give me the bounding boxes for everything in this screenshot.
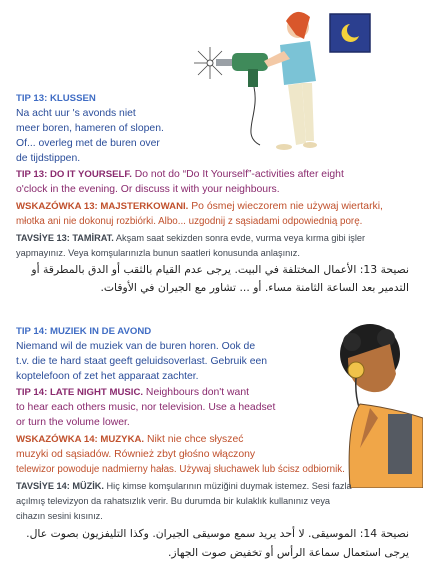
tip14-polish-text: Nikt nie chce słyszeć xyxy=(144,434,244,445)
tip14-polish-line-2: muzyki od sąsiadów. Również zbyt głośno włączony xyxy=(16,449,256,460)
tip13-dutch-line-1: Na acht uur 's avonds niet xyxy=(16,108,136,119)
tip13-english-text: Do not do “Do It Yourself”-activities after eight xyxy=(131,169,344,180)
tip14-english-line-1 xyxy=(16,385,249,400)
tip14-dutch-title: TIP 14: MUZIEK IN DE AVOND xyxy=(16,326,152,337)
tip14-polish-line-3: telewizor powoduje nadmierny hałas. Używaj słuchawek lub ścisz odbiornik. xyxy=(16,464,345,475)
tip13-turkish-line-1 xyxy=(16,231,365,246)
tip14-dutch-line-3: koptelefoon of zet het apparaat zachter. xyxy=(16,371,199,382)
tip14-dutch-line-1: Niemand wil de muziek van de buren horen. Ook de xyxy=(16,341,256,352)
tip13-turkish-line-2: yapmayınız. Veya komşularınızla bunun saatleri konusunda anlaşınız. xyxy=(16,248,300,258)
tip14-turkish-title: TAVSİYE 14: MÜZİK. xyxy=(16,481,104,491)
tip14-arabic-line-2: يرجى استعمال سماعة الرأس أو تخفيض صوت الجهاز. xyxy=(167,546,409,559)
tip13-arabic-line-1: نصيحة 13: الأعمال المختلفة في البيت. يرجى عدم القيام بالثقب أو الدق بالمطرقة أو xyxy=(31,263,409,276)
tip14-polish-title: WSKAZÓWKA 14: MUZYKA. xyxy=(16,434,145,445)
tip13-polish-line-2: młotka ani nie dokonuj rozbiórki. Albo... uzgodnij z sąsiadami odpowiednią porę. xyxy=(16,216,363,227)
tip13-english-title: TIP 13: DO IT YOURSELF. xyxy=(16,169,132,180)
tip14-english-line-2: to hear each others music, nor television. Use a headset xyxy=(16,402,276,413)
tip13-english-line-2: o'clock in the evening. Or discuss it with your neighbours. xyxy=(16,184,280,195)
tip13-polish-line-1 xyxy=(16,199,383,214)
tip13-turkish-text: Akşam saat sekizden sonra evde, vurma veya kırma gibi işler xyxy=(113,233,366,243)
tip13-dutch-title: TIP 13: KLUSSEN xyxy=(16,93,96,104)
tip14-dutch-line-2: t.v. die te hard staat geeft geluidsoverlast. Gebruik een xyxy=(16,356,268,367)
tip14-turkish-text: Hiç kimse komşularının müziğini duymak istemez. Sesi fazla xyxy=(103,481,352,491)
tip13-turkish-title: TAVSİYE 13: TAMİRAT. xyxy=(16,233,114,243)
tip13-arabic-line-2: التدمير بعد الساعة الثامنة مساء. أو ... تشاور مع الجيران في الأوقات. xyxy=(100,281,409,294)
tip13-dutch-line-4: de tijdstippen. xyxy=(16,153,81,164)
tip14-english-line-3: or turn the volume lower. xyxy=(16,417,130,428)
tip13-polish-text: Po ósmej wieczorem nie używaj wiertarki, xyxy=(188,201,383,212)
drill-illustration xyxy=(180,5,330,153)
tip14-english-title: TIP 14: LATE NIGHT MUSIC. xyxy=(16,387,144,398)
tip14-english-text: Neighbours don't want xyxy=(143,387,250,398)
tip13-dutch-line-2: meer boren, hameren of slopen. xyxy=(16,123,164,134)
night-window-icon xyxy=(328,12,372,54)
tip13-english-line-1 xyxy=(16,167,344,182)
tip13-polish-title: WSKAZÓWKA 13: MAJSTERKOWANI. xyxy=(16,201,189,212)
tip14-arabic-line-1: نصيحة 14: الموسيقى. لا أحد يريد سمع موسيقى الجيران. وكذا التليفزيون بصوت عال. xyxy=(26,527,409,540)
tip13-dutch-line-3: Of... overleg met de buren over xyxy=(16,138,160,149)
tip14-turkish-line-3: cihazın sesini kısınız. xyxy=(16,511,103,521)
tip14-turkish-line-1 xyxy=(16,479,352,494)
tip14-polish-line-1 xyxy=(16,432,243,447)
tip14-turkish-line-2: açılmış televizyon da rahatsızlık verir. Bu durumda bir kulaklık kullanınız veya xyxy=(16,496,331,506)
